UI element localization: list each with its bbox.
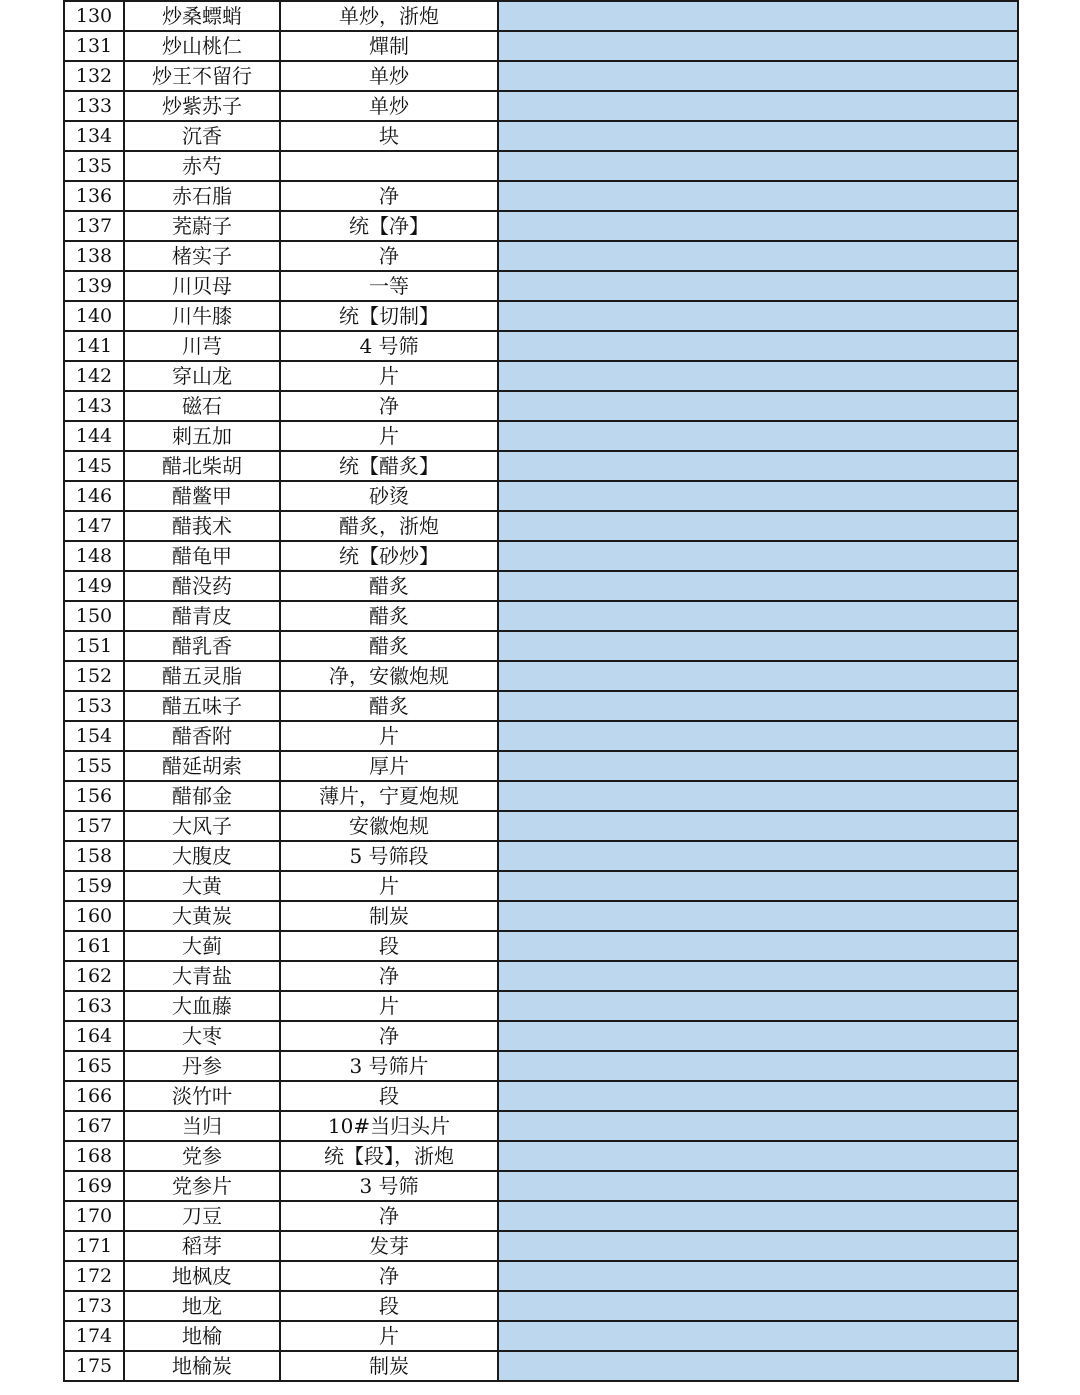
row-number-cell: 145	[64, 451, 124, 481]
blank-fill-cell	[498, 271, 1018, 301]
row-number-cell: 144	[64, 421, 124, 451]
herb-name-cell: 赤石脂	[124, 181, 280, 211]
herb-name-cell: 川牛膝	[124, 301, 280, 331]
table-row	[64, 1231, 1018, 1261]
spec-cell: 统【净】	[280, 211, 498, 241]
row-number-cell: 154	[64, 721, 124, 751]
blank-fill-cell	[498, 511, 1018, 541]
table-row	[64, 481, 1018, 511]
table-row	[64, 1291, 1018, 1321]
blank-fill-cell	[498, 1261, 1018, 1291]
blank-fill-cell	[498, 991, 1018, 1021]
row-number-cell: 131	[64, 31, 124, 61]
blank-fill-cell	[498, 901, 1018, 931]
blank-fill-cell	[498, 181, 1018, 211]
herb-name-cell: 川芎	[124, 331, 280, 361]
blank-fill-cell	[498, 661, 1018, 691]
spec-cell: 片	[280, 1321, 498, 1351]
blank-fill-cell	[498, 481, 1018, 511]
spec-cell: 单炒	[280, 61, 498, 91]
herb-name-cell: 稻芽	[124, 1231, 280, 1261]
row-number-cell: 167	[64, 1111, 124, 1141]
blank-fill-cell	[498, 421, 1018, 451]
herb-name-cell: 醋龟甲	[124, 541, 280, 571]
spec-cell: 单炒，浙炮	[280, 1, 498, 31]
spec-cell: 片	[280, 871, 498, 901]
spec-cell: 净，安徽炮规	[280, 661, 498, 691]
table-row	[64, 211, 1018, 241]
herb-name-cell: 当归	[124, 1111, 280, 1141]
table-row	[64, 751, 1018, 781]
herb-name-cell: 醋鳖甲	[124, 481, 280, 511]
row-number-cell: 142	[64, 361, 124, 391]
table-row	[64, 301, 1018, 331]
spec-cell: 块	[280, 121, 498, 151]
spec-cell: 醋炙	[280, 631, 498, 661]
table-row	[64, 511, 1018, 541]
row-number-cell: 163	[64, 991, 124, 1021]
row-number-cell: 155	[64, 751, 124, 781]
row-number-cell: 156	[64, 781, 124, 811]
spec-cell: 发芽	[280, 1231, 498, 1261]
herb-name-cell: 楮实子	[124, 241, 280, 271]
row-number-cell: 130	[64, 1, 124, 31]
table-row	[64, 541, 1018, 571]
spec-cell: 统【醋炙】	[280, 451, 498, 481]
herb-name-cell: 大黄炭	[124, 901, 280, 931]
herb-name-cell: 地枫皮	[124, 1261, 280, 1291]
table-row	[64, 1111, 1018, 1141]
row-number-cell: 152	[64, 661, 124, 691]
row-number-cell: 141	[64, 331, 124, 361]
blank-fill-cell	[498, 1321, 1018, 1351]
row-number-cell: 149	[64, 571, 124, 601]
spec-cell: 制炭	[280, 1351, 498, 1381]
spec-cell: 片	[280, 721, 498, 751]
spec-cell	[280, 151, 498, 181]
table-row	[64, 961, 1018, 991]
row-number-cell: 175	[64, 1351, 124, 1381]
row-number-cell: 157	[64, 811, 124, 841]
row-number-cell: 147	[64, 511, 124, 541]
row-number-cell: 166	[64, 1081, 124, 1111]
row-number-cell: 174	[64, 1321, 124, 1351]
blank-fill-cell	[498, 931, 1018, 961]
row-number-cell: 150	[64, 601, 124, 631]
table-row	[64, 361, 1018, 391]
spec-cell: 段	[280, 1081, 498, 1111]
herb-name-cell: 炒王不留行	[124, 61, 280, 91]
table-row	[64, 991, 1018, 1021]
spec-cell: 片	[280, 361, 498, 391]
row-number-cell: 140	[64, 301, 124, 331]
table-row	[64, 121, 1018, 151]
herb-name-cell: 赤芍	[124, 151, 280, 181]
table-row	[64, 1321, 1018, 1351]
blank-fill-cell	[498, 1021, 1018, 1051]
herb-name-cell: 大腹皮	[124, 841, 280, 871]
herb-name-cell: 醋五味子	[124, 691, 280, 721]
spec-cell: 统【段】，浙炮	[280, 1141, 498, 1171]
row-number-cell: 172	[64, 1261, 124, 1291]
row-number-cell: 136	[64, 181, 124, 211]
table-row	[64, 271, 1018, 301]
spec-cell: 5 号筛段	[280, 841, 498, 871]
blank-fill-cell	[498, 1231, 1018, 1261]
spec-cell: 薄片，宁夏炮规	[280, 781, 498, 811]
spec-cell: 燀制	[280, 31, 498, 61]
table-row	[64, 241, 1018, 271]
blank-fill-cell	[498, 871, 1018, 901]
herb-name-cell: 炒山桃仁	[124, 31, 280, 61]
herb-name-cell: 醋莪术	[124, 511, 280, 541]
spec-cell: 单炒	[280, 91, 498, 121]
herb-name-cell: 炒桑螵蛸	[124, 1, 280, 31]
table-row	[64, 61, 1018, 91]
spec-cell: 净	[280, 181, 498, 211]
table-row	[64, 691, 1018, 721]
table-row	[64, 1021, 1018, 1051]
herb-name-cell: 丹参	[124, 1051, 280, 1081]
table-row	[64, 391, 1018, 421]
row-number-cell: 168	[64, 1141, 124, 1171]
herb-name-cell: 大血藤	[124, 991, 280, 1021]
blank-fill-cell	[498, 1081, 1018, 1111]
blank-fill-cell	[498, 1, 1018, 31]
blank-fill-cell	[498, 31, 1018, 61]
table-row	[64, 151, 1018, 181]
spec-cell: 一等	[280, 271, 498, 301]
blank-fill-cell	[498, 721, 1018, 751]
table-row	[64, 421, 1018, 451]
spec-cell: 净	[280, 391, 498, 421]
table-row	[64, 661, 1018, 691]
spec-cell: 统【切制】	[280, 301, 498, 331]
table-row	[64, 91, 1018, 121]
table-row	[64, 1051, 1018, 1081]
spec-cell: 砂烫	[280, 481, 498, 511]
herb-name-cell: 醋北柴胡	[124, 451, 280, 481]
blank-fill-cell	[498, 1171, 1018, 1201]
table-row	[64, 1171, 1018, 1201]
spec-cell: 4 号筛	[280, 331, 498, 361]
row-number-cell: 165	[64, 1051, 124, 1081]
row-number-cell: 132	[64, 61, 124, 91]
spec-cell: 3 号筛片	[280, 1051, 498, 1081]
spec-cell: 醋炙	[280, 571, 498, 601]
herb-name-cell: 沉香	[124, 121, 280, 151]
table-row	[64, 331, 1018, 361]
blank-fill-cell	[498, 631, 1018, 661]
blank-fill-cell	[498, 541, 1018, 571]
row-number-cell: 143	[64, 391, 124, 421]
row-number-cell: 170	[64, 1201, 124, 1231]
table-row	[64, 1261, 1018, 1291]
blank-fill-cell	[498, 331, 1018, 361]
table-row	[64, 901, 1018, 931]
table-row	[64, 181, 1018, 211]
row-number-cell: 169	[64, 1171, 124, 1201]
spec-cell: 净	[280, 1021, 498, 1051]
blank-fill-cell	[498, 451, 1018, 481]
table-row	[64, 1201, 1018, 1231]
table-row	[64, 1081, 1018, 1111]
row-number-cell: 151	[64, 631, 124, 661]
table-row	[64, 31, 1018, 61]
herb-name-cell: 地榆炭	[124, 1351, 280, 1381]
table-row	[64, 1351, 1018, 1381]
herb-name-cell: 穿山龙	[124, 361, 280, 391]
table-row	[64, 451, 1018, 481]
row-number-cell: 139	[64, 271, 124, 301]
herb-name-cell: 醋没药	[124, 571, 280, 601]
herb-name-cell: 党参	[124, 1141, 280, 1171]
blank-fill-cell	[498, 1351, 1018, 1381]
table-row	[64, 571, 1018, 601]
blank-fill-cell	[498, 1291, 1018, 1321]
spec-cell: 制炭	[280, 901, 498, 931]
blank-fill-cell	[498, 571, 1018, 601]
table-row	[64, 871, 1018, 901]
herb-name-cell: 地榆	[124, 1321, 280, 1351]
blank-fill-cell	[498, 391, 1018, 421]
blank-fill-cell	[498, 841, 1018, 871]
herb-name-cell: 大青盐	[124, 961, 280, 991]
row-number-cell: 162	[64, 961, 124, 991]
blank-fill-cell	[498, 1111, 1018, 1141]
herb-name-cell: 醋郁金	[124, 781, 280, 811]
blank-fill-cell	[498, 751, 1018, 781]
spec-cell: 醋炙	[280, 601, 498, 631]
herb-name-cell: 醋青皮	[124, 601, 280, 631]
row-number-cell: 137	[64, 211, 124, 241]
herb-table	[63, 0, 1019, 1382]
blank-fill-cell	[498, 241, 1018, 271]
spec-cell: 厚片	[280, 751, 498, 781]
blank-fill-cell	[498, 361, 1018, 391]
spec-cell: 片	[280, 991, 498, 1021]
table-row	[64, 1141, 1018, 1171]
table-row	[64, 601, 1018, 631]
table-row	[64, 841, 1018, 871]
blank-fill-cell	[498, 121, 1018, 151]
blank-fill-cell	[498, 1141, 1018, 1171]
row-number-cell: 148	[64, 541, 124, 571]
table-row	[64, 1, 1018, 31]
row-number-cell: 171	[64, 1231, 124, 1261]
spec-cell: 统【砂炒】	[280, 541, 498, 571]
herb-name-cell: 大风子	[124, 811, 280, 841]
blank-fill-cell	[498, 811, 1018, 841]
spec-cell: 10#当归头片	[280, 1111, 498, 1141]
herb-name-cell: 淡竹叶	[124, 1081, 280, 1111]
spec-cell: 净	[280, 1201, 498, 1231]
spec-cell: 净	[280, 241, 498, 271]
spec-cell: 醋炙，浙炮	[280, 511, 498, 541]
blank-fill-cell	[498, 1051, 1018, 1081]
herb-name-cell: 地龙	[124, 1291, 280, 1321]
blank-fill-cell	[498, 1201, 1018, 1231]
blank-fill-cell	[498, 211, 1018, 241]
table-row	[64, 811, 1018, 841]
table-row	[64, 931, 1018, 961]
herb-name-cell: 刺五加	[124, 421, 280, 451]
table-body	[64, 1, 1018, 1381]
herb-name-cell: 川贝母	[124, 271, 280, 301]
blank-fill-cell	[498, 91, 1018, 121]
table-row	[64, 631, 1018, 661]
blank-fill-cell	[498, 301, 1018, 331]
herb-name-cell: 大蓟	[124, 931, 280, 961]
row-number-cell: 173	[64, 1291, 124, 1321]
herb-name-cell: 磁石	[124, 391, 280, 421]
row-number-cell: 146	[64, 481, 124, 511]
herb-name-cell: 醋香附	[124, 721, 280, 751]
blank-fill-cell	[498, 691, 1018, 721]
herb-name-cell: 党参片	[124, 1171, 280, 1201]
blank-fill-cell	[498, 151, 1018, 181]
spec-cell: 段	[280, 931, 498, 961]
row-number-cell: 153	[64, 691, 124, 721]
row-number-cell: 133	[64, 91, 124, 121]
herb-name-cell: 大黄	[124, 871, 280, 901]
herb-name-cell: 炒紫苏子	[124, 91, 280, 121]
spec-cell: 净	[280, 961, 498, 991]
row-number-cell: 138	[64, 241, 124, 271]
blank-fill-cell	[498, 781, 1018, 811]
row-number-cell: 161	[64, 931, 124, 961]
spec-cell: 段	[280, 1291, 498, 1321]
row-number-cell: 159	[64, 871, 124, 901]
table-row	[64, 721, 1018, 751]
blank-fill-cell	[498, 61, 1018, 91]
spec-cell: 片	[280, 421, 498, 451]
blank-fill-cell	[498, 601, 1018, 631]
spec-cell: 净	[280, 1261, 498, 1291]
spec-cell: 安徽炮规	[280, 811, 498, 841]
spec-cell: 3 号筛	[280, 1171, 498, 1201]
herb-name-cell: 醋延胡索	[124, 751, 280, 781]
herb-name-cell: 醋五灵脂	[124, 661, 280, 691]
row-number-cell: 134	[64, 121, 124, 151]
row-number-cell: 164	[64, 1021, 124, 1051]
row-number-cell: 135	[64, 151, 124, 181]
row-number-cell: 158	[64, 841, 124, 871]
herb-name-cell: 大枣	[124, 1021, 280, 1051]
herb-name-cell: 茺蔚子	[124, 211, 280, 241]
blank-fill-cell	[498, 961, 1018, 991]
herb-name-cell: 醋乳香	[124, 631, 280, 661]
table-row	[64, 781, 1018, 811]
herb-name-cell: 刀豆	[124, 1201, 280, 1231]
spec-cell: 醋炙	[280, 691, 498, 721]
row-number-cell: 160	[64, 901, 124, 931]
